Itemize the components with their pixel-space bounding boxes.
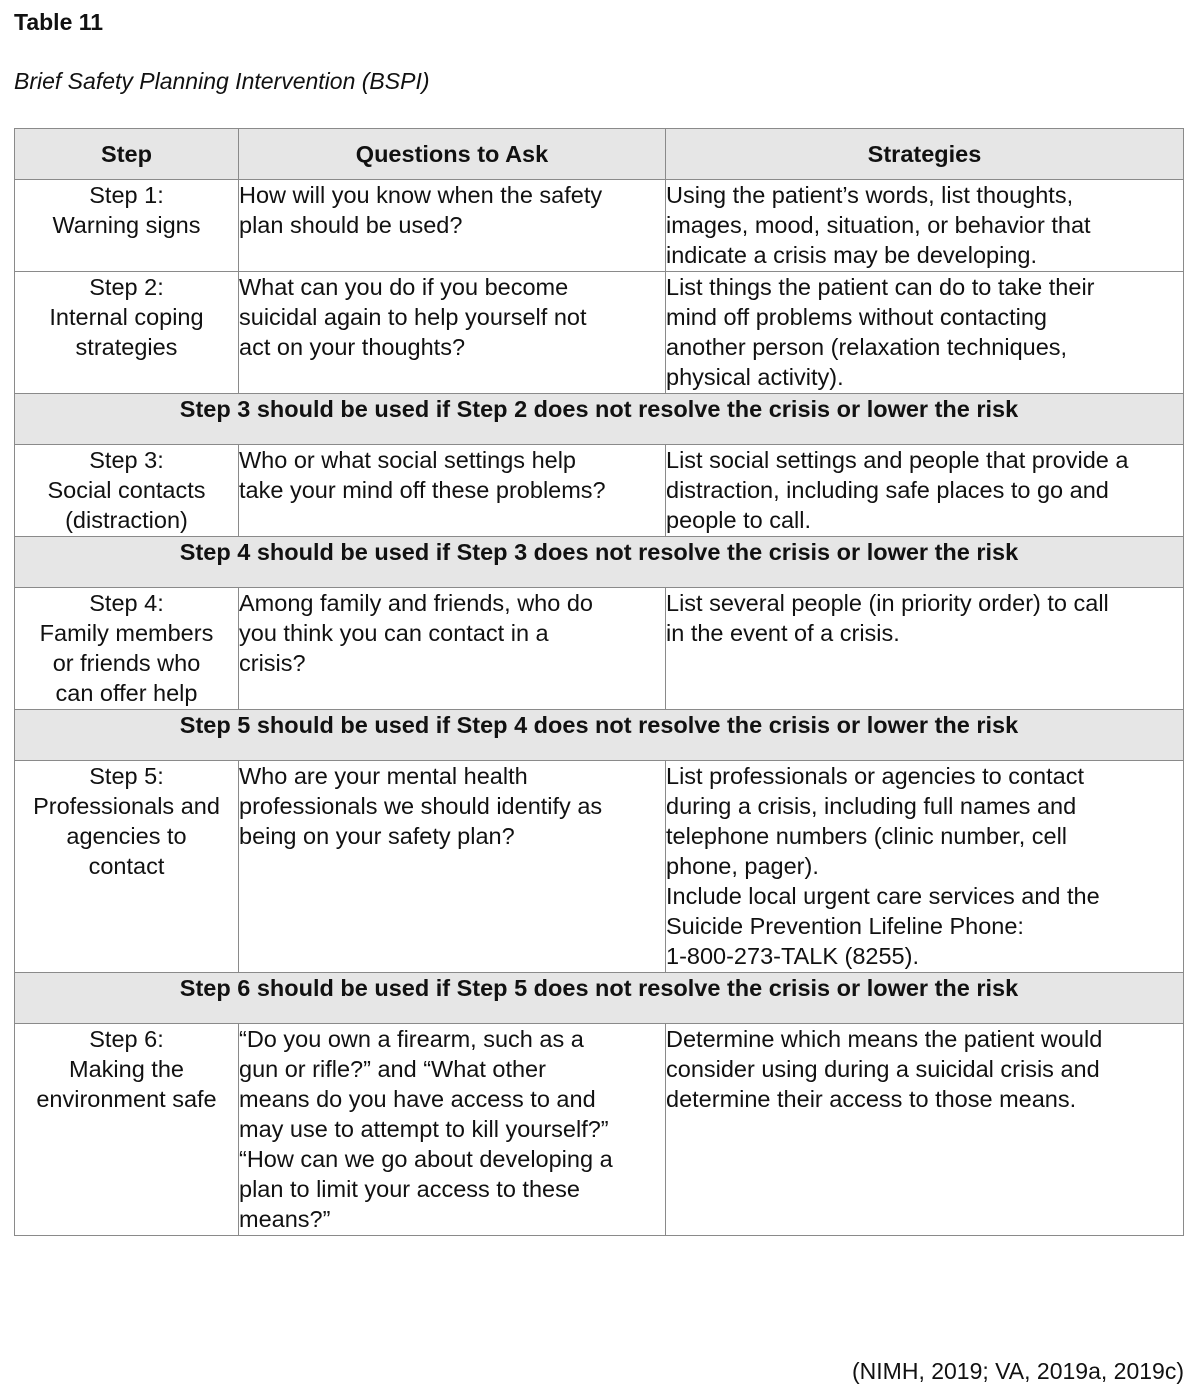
strategy-line: Suicide Prevention Lifeline Phone: <box>666 913 1024 939</box>
divider-row <box>15 537 1184 588</box>
question-line: professionals we should identify as <box>239 793 603 819</box>
question-line: may use to attempt to kill yourself?” <box>239 1116 609 1142</box>
step-label: Step 2: <box>89 274 164 300</box>
strategy-line: determine their access to those means. <box>666 1086 1077 1112</box>
question-cell <box>239 588 666 710</box>
question-line: act on your thoughts? <box>239 334 466 360</box>
step-description: (distraction) <box>65 507 188 533</box>
strategy-cell <box>666 180 1184 272</box>
strategy-line: Using the patient’s words, list thoughts, <box>666 182 1074 208</box>
step-label: Step 3: <box>89 447 164 473</box>
step-label: Step 4: <box>89 590 164 616</box>
divider-row <box>15 973 1184 1024</box>
question-line: What can you do if you become <box>239 274 569 300</box>
step-description: Family members <box>39 620 214 646</box>
step-description: agencies to <box>66 823 187 849</box>
step-cell <box>15 180 239 272</box>
strategy-line: mind off problems without contacting <box>666 304 1047 330</box>
step-description: contact <box>88 853 165 879</box>
step-description: Internal coping <box>49 304 204 330</box>
step-label: Step 1: <box>89 182 164 208</box>
bspi-table <box>14 128 1184 1236</box>
table-row-step-5 <box>15 761 1184 973</box>
header-step: Step <box>15 129 239 180</box>
strategy-line: indicate a crisis may be developing. <box>666 242 1037 268</box>
strategy-line: telephone numbers (clinic number, cell <box>666 823 1068 849</box>
step-cell <box>15 272 239 394</box>
step-description: Warning signs <box>52 212 201 238</box>
divider-row <box>15 394 1184 445</box>
question-line: “How can we go about developing a <box>239 1146 613 1172</box>
step-label: Step 6: <box>89 1026 164 1052</box>
step-description: Professionals and <box>33 793 220 819</box>
citation: (NIMH, 2019; VA, 2019a, 2019c) <box>852 1358 1184 1384</box>
header-row <box>15 129 1184 180</box>
question-cell <box>239 180 666 272</box>
header-strategies: Strategies <box>666 129 1184 180</box>
question-line: means do you have access to and <box>239 1086 596 1112</box>
table-label: Table 11 <box>14 9 104 35</box>
strategy-line: another person (relaxation techniques, <box>666 334 1068 360</box>
lifeline-phone-number: 1-800-273-TALK (8255). <box>666 943 919 969</box>
strategy-line: List several people (in priority order) to call <box>666 590 1109 616</box>
divider-step-3: Step 3 should be used if Step 2 does not resolve the crisis or lower the risk <box>15 394 1184 445</box>
step-label: Step 5: <box>89 763 164 789</box>
strategy-line: Determine which means the patient would <box>666 1026 1103 1052</box>
strategy-line: Include local urgent care services and the <box>666 883 1100 909</box>
strategy-line: during a crisis, including full names and <box>666 793 1077 819</box>
question-line: How will you know when the safety <box>239 182 603 208</box>
question-line: Among family and friends, who do <box>239 590 593 616</box>
table-row-step-3 <box>15 445 1184 537</box>
question-line: gun or rifle?” and “What other <box>239 1056 546 1082</box>
strategy-line: List social settings and people that provide a <box>666 447 1129 473</box>
step-cell <box>15 445 239 537</box>
strategy-line: phone, pager). <box>666 853 819 879</box>
step-cell <box>15 761 239 973</box>
step-description: Social contacts <box>47 477 206 503</box>
divider-step-6: Step 6 should be used if Step 5 does not resolve the crisis or lower the risk <box>15 973 1184 1024</box>
table-title: Brief Safety Planning Intervention (BSPI) <box>14 68 430 94</box>
question-cell <box>239 445 666 537</box>
strategy-cell <box>666 588 1184 710</box>
strategy-line: consider using during a suicidal crisis and <box>666 1056 1100 1082</box>
question-line: plan should be used? <box>239 212 463 238</box>
strategy-cell <box>666 272 1184 394</box>
divider-row <box>15 710 1184 761</box>
strategy-line: physical activity). <box>666 364 844 390</box>
divider-step-4: Step 4 should be used if Step 3 does not resolve the crisis or lower the risk <box>15 537 1184 588</box>
question-line: Who or what social settings help <box>239 447 576 473</box>
table-row-step-6 <box>15 1024 1184 1236</box>
strategy-line: distraction, including safe places to go and <box>666 477 1109 503</box>
strategy-line: people to call. <box>666 507 812 533</box>
table-row-step-2 <box>15 272 1184 394</box>
question-line: means?” <box>239 1206 331 1232</box>
strategy-line: in the event of a crisis. <box>666 620 900 646</box>
step-cell <box>15 588 239 710</box>
strategy-cell <box>666 1024 1184 1236</box>
table-row-step-1 <box>15 180 1184 272</box>
question-line: you think you can contact in a <box>239 620 549 646</box>
step-description: strategies <box>75 334 178 360</box>
question-line: take your mind off these problems? <box>239 477 606 503</box>
strategy-cell <box>666 761 1184 973</box>
question-cell <box>239 272 666 394</box>
step-cell <box>15 1024 239 1236</box>
strategy-line: List professionals or agencies to contact <box>666 763 1085 789</box>
strategy-line: images, mood, situation, or behavior that <box>666 212 1091 238</box>
header-questions: Questions to Ask <box>239 129 666 180</box>
strategy-line: List things the patient can do to take their <box>666 274 1095 300</box>
step-description: or friends who <box>52 650 201 676</box>
question-line: plan to limit your access to these <box>239 1176 580 1202</box>
step-description: Making the <box>69 1056 184 1082</box>
step-description: environment safe <box>36 1086 217 1112</box>
question-line: “Do you own a firearm, such as a <box>239 1026 584 1052</box>
question-cell <box>239 761 666 973</box>
strategy-cell <box>666 445 1184 537</box>
question-line: crisis? <box>239 650 306 676</box>
question-line: Who are your mental health <box>239 763 528 789</box>
step-description: can offer help <box>55 680 198 706</box>
question-line: being on your safety plan? <box>239 823 515 849</box>
divider-step-5: Step 5 should be used if Step 4 does not resolve the crisis or lower the risk <box>15 710 1184 761</box>
question-line: suicidal again to help yourself not <box>239 304 587 330</box>
question-cell <box>239 1024 666 1236</box>
table-row-step-4 <box>15 588 1184 710</box>
